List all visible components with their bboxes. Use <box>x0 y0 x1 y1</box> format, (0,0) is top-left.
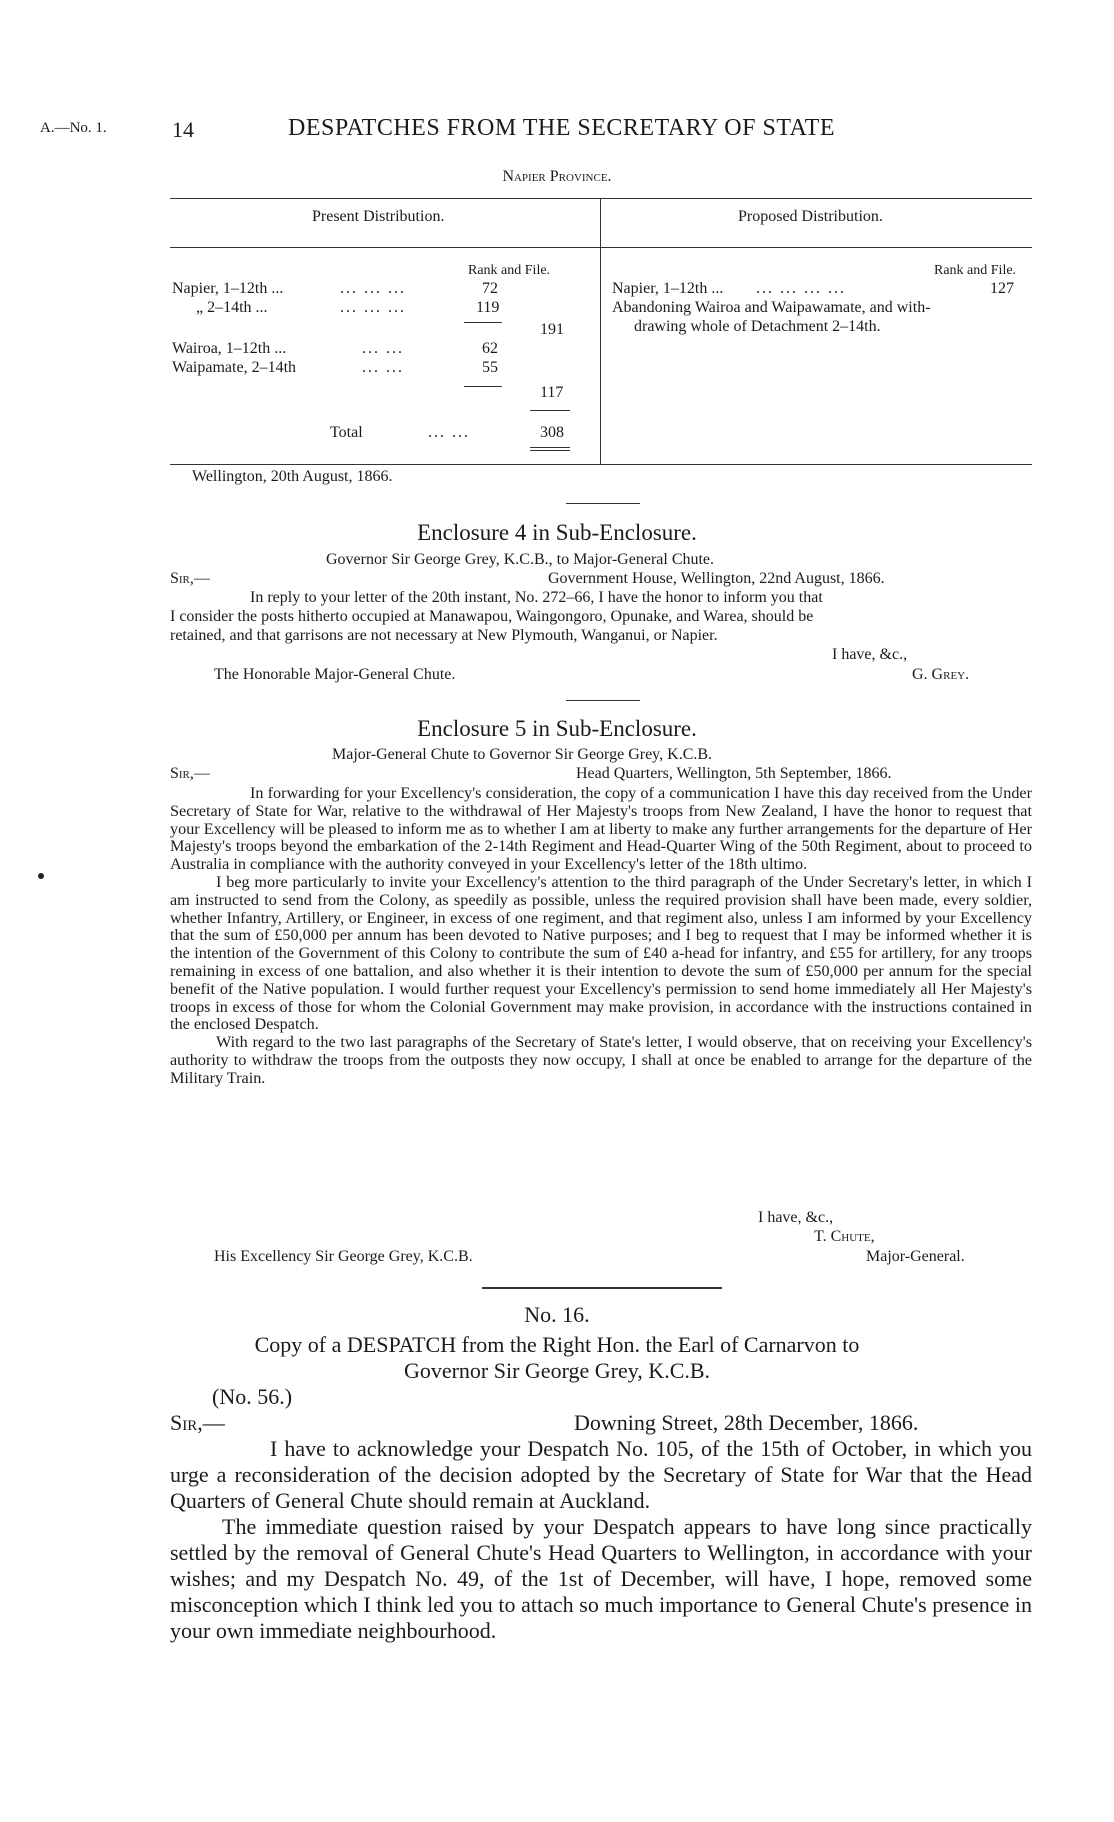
table-row-value: 119 <box>476 299 500 316</box>
proposed-row-label: Napier, 1–12th ... <box>612 280 724 297</box>
letter-signature: T. Chute, <box>814 1228 875 1245</box>
subtotal-rule <box>464 322 502 323</box>
rank-file-heading-proposed: Rank and File. <box>934 263 1017 278</box>
section-rule <box>482 1287 722 1289</box>
letter-body-line: I consider the posts hitherto occupied at Manawapou, Waingongoro, Opunake, and Warea, should be <box>170 608 814 625</box>
table-row-leader: ... ... ... <box>340 299 406 316</box>
table-column-divider <box>600 198 601 464</box>
letter-address: Downing Street, 28th December, 1866. <box>574 1410 919 1435</box>
letter-body-line: In reply to your letter of the 20th instant, No. 272–66, I have the honor to inform you that <box>250 589 823 606</box>
section-rule <box>566 503 640 504</box>
table-header-rule <box>170 247 1032 248</box>
province-heading: Napier Province. <box>502 168 612 185</box>
letter-addressee: His Excellency Sir George Grey, K.C.B. <box>214 1248 473 1265</box>
total-label: Total <box>330 424 363 441</box>
total-value: 308 <box>540 424 564 441</box>
letter-paragraph: The immediate question raised by your Despatch appears to have long since practically settled by the removal of General Chute's Head Quarters to Wellington, in accordance with your wishes; and my Despatch No. 49, of the 1st of December, will have, I hope, removed some misconception which I think led you to attach so much importance to General Chute's presence in your own immediate neighbourhood. <box>170 1514 1032 1643</box>
letter-paragraph: I beg more particularly to invite your Excellency's attention to the third paragraph of the Under Secretary's letter, in which I am instructed to send from the Colony, as speedily as possible, unless the required provision shall have been made, every soldier, whether Infantry, Artillery, or Engineer, in excess of one regiment, and that regiment also, unless I am informed by your Excellency that the sum of £50,000 per annum has been devoted to Native purposes; and I beg to request that I may be informed whether it is the intention of the Government of this Colony to contribute the sum of £40 a-head for infantry, and £55 for artillery, for any troops remaining in excess of one battalion, and also whether it is their intention to devote the sum of £50,000 per annum for the special benefit of the Native population. I would further request your Excellency's permission to send home immediately all Her Majesty's troops in excess of those for whom the Colonial Government may make provision, in accordance with the instructions contained in the enclosed Despatch. <box>170 872 1032 1034</box>
total-rule <box>530 410 570 411</box>
page-number: 14 <box>172 117 194 142</box>
letter-signature: G. Grey. <box>912 666 970 683</box>
table-bottom-rule <box>170 464 1032 465</box>
proposed-note: Abandoning Wairoa and Waipawamate, and with- <box>612 299 931 316</box>
salutation: Sir,— <box>170 1410 225 1435</box>
section-rule <box>566 700 640 701</box>
salutation: Sir,— <box>170 765 210 782</box>
despatch-ref: (No. 56.) <box>212 1384 293 1409</box>
enclosure-4-from-to: Governor Sir George Grey, K.C.B., to Major-General Chute. <box>326 551 715 568</box>
table-row-value: 72 <box>482 280 498 297</box>
page-title: DESPATCHES FROM THE SECRETARY OF STATE <box>288 115 836 141</box>
enclosure-5-title: Enclosure 5 in Sub-Enclosure. <box>417 716 697 741</box>
table-row-leader: ... ... ... <box>340 280 406 297</box>
total-double-rule <box>530 447 570 448</box>
proposed-note: drawing whole of Detachment 2–14th. <box>634 318 881 335</box>
present-distribution-heading: Present Distribution. <box>312 208 445 225</box>
page-reference: A.—No. 1. <box>40 120 107 136</box>
proposed-row-leader: ... ... ... ... <box>756 280 846 297</box>
subtotal-rule <box>464 386 502 387</box>
letter-addressee: The Honorable Major-General Chute. <box>214 666 456 683</box>
rank-file-heading: Rank and File. <box>468 263 551 278</box>
table-row-leader: ... ... <box>362 340 404 357</box>
salutation: Sir,— <box>170 570 210 587</box>
letter-closing: I have, &c., <box>758 1209 834 1226</box>
table-row-label: Waipamate, 2–14th <box>172 359 297 376</box>
despatch-body <box>170 1436 1032 1644</box>
letter-address: Government House, Wellington, 22nd August, 1866. <box>548 570 885 587</box>
letter-paragraph: With regard to the two last paragraphs of the Secretary of State's letter, I would observe, that on receiving your Excellency's authority to withdraw the troops from the outposts they now occupy, I shall at once be enabled to arrange for the departure of the Military Train. <box>170 1033 1032 1087</box>
enclosure-4-title: Enclosure 4 in Sub-Enclosure. <box>417 520 697 545</box>
proposed-distribution-heading: Proposed Distribution. <box>738 208 883 225</box>
letter-rank: Major-General. <box>866 1248 965 1265</box>
table-row-label: Wairoa, 1–12th ... <box>172 340 287 357</box>
dateline: Wellington, 20th August, 1866. <box>192 468 393 485</box>
table-row-value: 62 <box>482 340 498 357</box>
letter-paragraph: In forwarding for your Excellency's consideration, the copy of a communication I have this day received from the Under Secretary of State for War, relative to the withdrawal of Her Majesty's troops from New Zealand, I have the honor to request that your Excellency will be pleased to inform me as to whether I am at liberty to make any further arrangements for the departure of Her Majesty's troops beyond the embarkation of the 2-14th Regiment and Head-Quarter Wing of the 50th Regiment, about to proceed to Australia in compliance with the authority conveyed in your Excellency's letter of the 18th ultimo. <box>170 784 1032 874</box>
letter-paragraph: I have to acknowledge your Despatch No. 105, of the 15th of October, in which you urge a reconsideration of the decision adopted by the Secretary of State for War that the Head Quarters of General Chute should remain at Auckland. <box>170 1436 1032 1513</box>
table-top-rule <box>170 198 1032 199</box>
despatch-heading: Copy of a DESPATCH from the Right Hon. the Earl of Carnarvon to <box>254 1332 860 1357</box>
proposed-row-value: 127 <box>990 280 1014 297</box>
subtotal-value: 117 <box>540 384 564 401</box>
subtotal-value: 191 <box>540 321 564 338</box>
letter-address: Head Quarters, Wellington, 5th September, 1866. <box>576 765 892 782</box>
despatch-heading: Governor Sir George Grey, K.C.B. <box>403 1358 711 1383</box>
enclosure-5-from-to: Major-General Chute to Governor Sir George Grey, K.C.B. <box>332 746 713 763</box>
table-row-value: 55 <box>482 359 498 376</box>
table-row-label: „ 2–14th ... <box>196 299 268 316</box>
letter-body-line: retained, and that garrisons are not necessary at New Plymouth, Wanganui, or Napier. <box>170 627 718 644</box>
total-double-rule <box>530 450 570 451</box>
total-leader: ... ... <box>428 424 470 441</box>
despatch-number: No. 16. <box>524 1302 590 1327</box>
letter-closing: I have, &c., <box>832 646 908 663</box>
letter-body <box>170 785 1032 1088</box>
margin-dot <box>38 873 44 879</box>
table-row-leader: ... ... <box>362 359 404 376</box>
table-row-label: Napier, 1–12th ... <box>172 280 284 297</box>
